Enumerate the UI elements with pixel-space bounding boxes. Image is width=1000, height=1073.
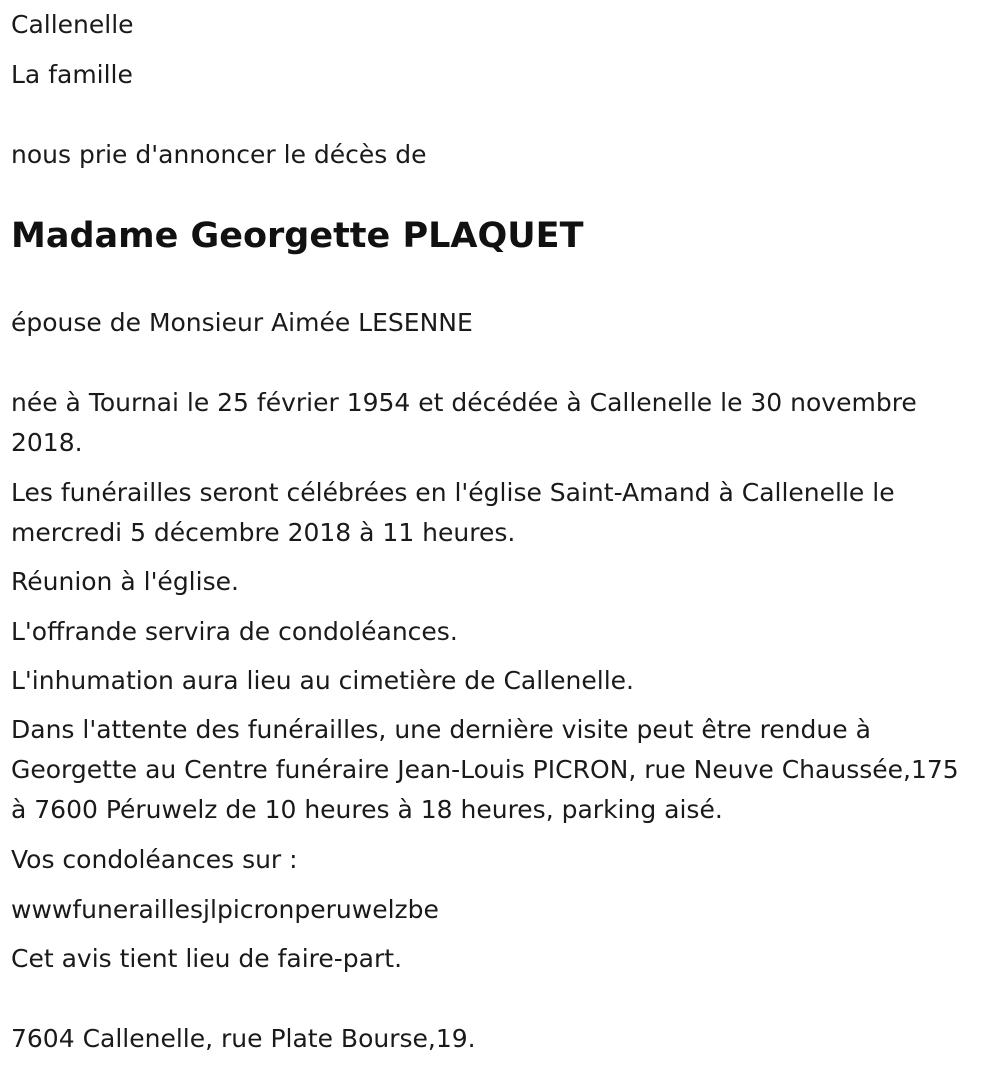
location-text: Callenelle: [11, 10, 134, 39]
family-text: La famille: [11, 60, 133, 89]
deceased-name-heading: Madame Georgette PLAQUET: [11, 216, 584, 256]
condolences-label: Vos condoléances sur :: [11, 845, 298, 874]
intro-text: nous prie d'annoncer le décès de: [11, 140, 427, 169]
meeting-text: Réunion à l'église.: [11, 567, 239, 596]
spouse-text: épouse de Monsieur Aimée LESENNE: [11, 308, 473, 337]
condolences-website: wwwfuneraillesjlpicronperuwelzbe: [11, 895, 439, 924]
notice-text: Cet avis tient lieu de faire-part.: [11, 944, 403, 973]
offering-text: L'offrande servira de condoléances.: [11, 617, 458, 646]
address-text: 7604 Callenelle, rue Plate Bourse,19.: [11, 1024, 476, 1053]
burial-text: L'inhumation aura lieu au cimetière de Callenelle.: [11, 666, 634, 695]
birth-death-text: née à Tournai le 25 février 1954 et décédée à Callenelle le 30 novembre 2018.: [11, 388, 917, 457]
visit-text: Dans l'attente des funérailles, une dernière visite peut être rendue à Georgette au Centre funéraire Jean-Louis PICRON, rue Neuve Chaussée,175 à 7600 Péruwelz de 10 heures à 18 heures, parking aisé.: [11, 715, 959, 824]
funeral-text: Les funérailles seront célébrées en l'église Saint-Amand à Callenelle le mercredi 5 décembre 2018 à 11 heures.: [11, 478, 895, 547]
